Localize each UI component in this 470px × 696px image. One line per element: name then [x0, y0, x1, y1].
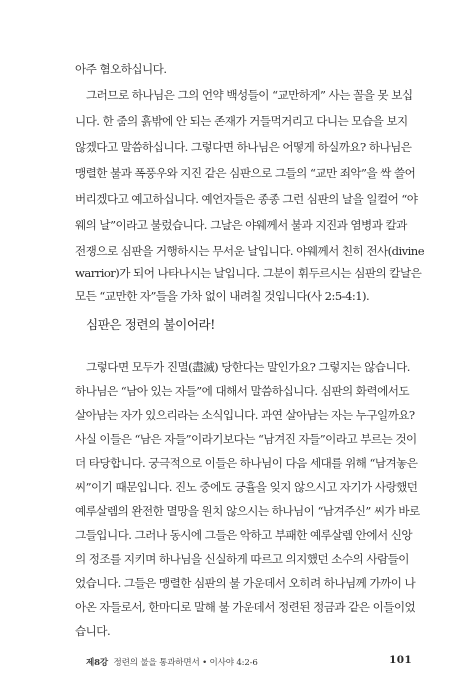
text-line: 그들입니다. 그러나 동시에 그들은 악하고 부패한 예루살렘 안에서 신앙 [75, 528, 413, 542]
text-line: 모든 “교만한 자”들을 가차 없이 내려칠 것입니다(사 2:5-4:1). [75, 289, 370, 303]
text-line: 버리겠다고 예고하십니다. 예언자들은 종종 그런 심판의 날을 일컬어 “야 [75, 192, 418, 206]
text-line: 살아남는 자가 있으리라는 소식입니다. 과연 살아남는 자는 누구일까요? [75, 408, 415, 422]
text-line: 않겠다고 말씀하십니다. 그렇다면 하나님은 어떻게 하실까요? 하나님은 [75, 140, 412, 154]
text-line: 맹렬한 불과 폭풍우와 지진 같은 심판으로 그들의 “교만 죄악”을 싹 쓸어 [75, 166, 416, 180]
text-line: 아온 자들로서, 한마디로 말해 불 가운데서 정련된 정금과 같은 이들이었 [75, 600, 416, 614]
text-line: 더 타당합니다. 궁극적으로 이들은 하나님이 다음 세대를 위해 “남겨놓은 [75, 456, 418, 470]
text-line: 그렇다면 모두가 진멸(盡滅) 당한다는 말인가요? 그렇지는 않습니다. [86, 360, 410, 374]
running-footer [86, 656, 258, 668]
text-line: 사실 이들은 “남은 자들”이라기보다는 “남겨진 자들”이라고 부르는 것이 [75, 432, 417, 446]
text-line: 하나님은 “남아 있는 자들”에 대해서 말씀하십니다. 심판의 화력에서도 [75, 384, 410, 398]
chapter-title: 정련의 불을 통과하면서 • 이사야 4:2-6 [113, 658, 258, 668]
page-number: 101 [389, 654, 412, 666]
text-line: 예루살렘의 완전한 멸망을 원치 않으시는 하나님이 “남겨주신” 씨가 바로 [75, 504, 420, 518]
text-line: warrior)가 되어 나타나시는 날입니다. 그분이 휘두르시는 심판의 칼날은 [75, 266, 422, 280]
text-line: 니다. 한 줌의 흙밖에 안 되는 존재가 거들먹거리고 다니는 모습을 보지 [75, 114, 408, 128]
text-line: 습니다. [75, 624, 111, 638]
text-line: 아주 혐오하십니다. [75, 62, 167, 76]
text-line: 그러므로 하나님은 그의 언약 백성들이 “교만하게” 사는 꼴을 못 보십 [86, 88, 413, 102]
text-line: 웨의 날”이라고 불렀습니다. 그날은 야웨께서 불과 지진과 염병과 칼과 [75, 218, 407, 232]
section-heading: 심판은 정련의 불이어라! [86, 317, 215, 332]
text-line: 씨”이기 때문입니다. 진노 중에도 긍휼을 잊지 않으시고 자기가 사랑했던 [75, 480, 418, 494]
text-line: 전쟁으로 심판을 거행하시는 무서운 날입니다. 야웨께서 친히 전사(divine [75, 244, 425, 258]
text-line: 의 정조를 지키며 하나님을 신실하게 따르고 의지했던 소수의 사람들이 [75, 552, 409, 566]
chapter-label: 제8강 [86, 658, 108, 668]
text-line: 었습니다. 그들은 맹렬한 심판의 불 가운데서 오히려 하나님께 가까이 나 [75, 576, 416, 590]
